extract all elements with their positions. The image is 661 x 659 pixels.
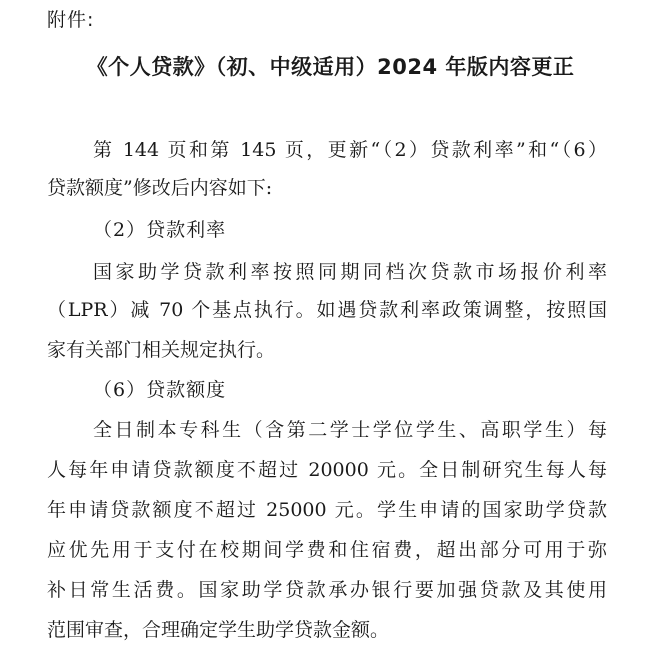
rate-paragraph-line-2: （LPR）减 70 个基点执行。如遇贷款利率政策调整，按照国 bbox=[47, 299, 607, 321]
intro-line-2: 贷款额度”修改后内容如下: bbox=[47, 177, 273, 199]
rate-paragraph-line-3: 家有关部门相关规定执行。 bbox=[47, 339, 276, 361]
section-heading-loan-amount: （6）贷款额度 bbox=[93, 379, 227, 401]
amount-paragraph-line-1: 全日制本专科生（含第二学士学位学生、高职学生）每 bbox=[93, 419, 607, 441]
document-title: 《个人贷款》（初、中级适用）2024 年版内容更正 bbox=[86, 55, 575, 79]
section-heading-loan-rate: （2）贷款利率 bbox=[93, 219, 227, 241]
amount-paragraph-line-2: 人每年申请贷款额度不超过 20000 元。全日制研究生每人每 bbox=[47, 459, 607, 481]
rate-paragraph-line-1: 国家助学贷款利率按照同期同档次贷款市场报价利率 bbox=[93, 261, 607, 283]
attachment-label: 附件: bbox=[47, 9, 95, 31]
amount-paragraph-line-3: 年申请贷款额度不超过 25000 元。学生申请的国家助学贷款 bbox=[47, 499, 607, 521]
amount-paragraph-line-5: 补日常生活费。国家助学贷款承办银行要加强贷款及其使用 bbox=[47, 579, 607, 601]
intro-line-1: 第 144 页和第 145 页，更新“（2）贷款利率”和“（6） bbox=[93, 139, 607, 161]
amount-paragraph-line-4: 应优先用于支付在校期间学费和住宿费，超出部分可用于弥 bbox=[47, 539, 607, 561]
amount-paragraph-line-6: 范围审查，合理确定学生助学贷款金额。 bbox=[47, 619, 390, 641]
